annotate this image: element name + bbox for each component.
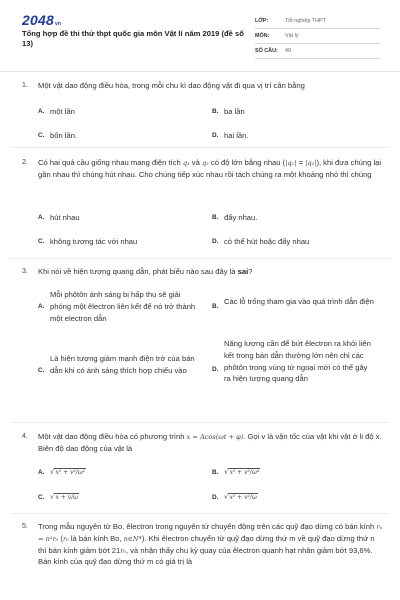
math-symbol: r₀ <box>120 546 127 555</box>
text-segment: ? <box>248 267 253 276</box>
math-symbol: q₁ <box>182 159 190 167</box>
option-text: không tương tác với nhau <box>50 237 138 246</box>
meta-row-count <box>255 44 380 59</box>
option-a[interactable] <box>38 467 86 478</box>
text-segment: . Gọi v là vận tốc của vật khi vật ở li độ x. Biên độ dao động của vật là <box>38 432 382 453</box>
radicand: x² + v²/ω⁴ <box>229 469 260 476</box>
meta-key: LỚP: <box>255 18 269 24</box>
text-segment: và <box>189 158 202 167</box>
option-c[interactable] <box>38 353 200 377</box>
option-letter: C. <box>38 367 45 374</box>
option-a[interactable] <box>38 289 200 324</box>
option-text: Mỗi phôtôn ánh sáng bị hấp thụ sẽ giải phóng một êlectron liên kết để nó trở thành một electron dẫn <box>50 290 196 323</box>
option-letter: A. <box>38 108 45 115</box>
question-divider <box>10 147 390 148</box>
option-d[interactable] <box>212 492 258 503</box>
option-letter: B. <box>212 108 219 115</box>
option-letter: B. <box>212 214 219 221</box>
radicand: x² + v²/ω <box>229 494 257 501</box>
math-formula: √x² + v²/ω² <box>50 468 86 476</box>
math-formula: √x + v/ω <box>50 493 78 501</box>
question-number: 1. <box>22 82 28 89</box>
option-a[interactable] <box>38 212 200 224</box>
text-segment: là bán kính Bo, <box>68 533 124 543</box>
header-divider <box>0 71 400 72</box>
meta-value: 40 <box>285 48 291 54</box>
question-divider <box>10 422 390 423</box>
question-text <box>38 521 383 568</box>
site-logo[interactable] <box>22 12 61 28</box>
question-number: 3. <box>22 268 28 275</box>
radicand: x + v/ω <box>55 494 78 501</box>
option-d[interactable] <box>212 236 374 248</box>
text-segment: ( <box>58 533 63 543</box>
meta-key: SỐ CÂU: <box>255 48 278 54</box>
option-letter: A. <box>38 303 45 310</box>
text-segment: Có hai quả cầu giống nhau mang điện tích <box>38 158 183 167</box>
question-text <box>38 266 383 278</box>
text-segment: Một vật dao động điều hòa có phương trình <box>38 432 187 441</box>
meta-value: Vật lý <box>285 33 299 39</box>
math-formula: √x² + v²/ω <box>224 493 257 501</box>
option-text: bốn lần. <box>50 131 78 140</box>
question-text <box>38 157 383 181</box>
question-text <box>38 431 383 455</box>
question-divider <box>10 258 390 259</box>
math-symbol: |q₂| <box>305 159 317 167</box>
option-letter: B. <box>212 469 219 476</box>
text-segment: có độ lớn bằng nhau ( <box>208 158 286 167</box>
text-segment: = <box>296 158 306 167</box>
option-letter: A. <box>38 214 45 221</box>
option-text: ba lần <box>224 107 245 116</box>
text-segment: Khi nói về hiện tượng quang dẫn, phát biểu nào sau đây là <box>38 267 238 276</box>
option-text: Là hiện tượng giảm mạnh điện trở của bán dẫn khi có ánh sáng thích hợp chiếu vào <box>50 354 195 375</box>
option-text: có thể hút hoặc đẩy nhau <box>224 237 310 246</box>
option-b[interactable] <box>212 296 374 312</box>
math-symbol: r₀ <box>62 534 69 543</box>
logo-suffix: vn <box>54 21 62 27</box>
option-text: đẩy nhau. <box>224 213 258 222</box>
text-segment: , và nhận thấy chu kỳ quay của êlectron quanh hạt nhân giảm bớt 93,6%. Bán kính của quỹ đạo dừng thứ m có giá trị là <box>38 545 373 567</box>
option-text: một lần <box>50 107 75 116</box>
option-letter: D. <box>212 494 219 501</box>
math-symbol: n∈N* <box>123 534 142 543</box>
meta-row-subject <box>255 29 380 44</box>
meta-table <box>255 14 380 59</box>
emphasis-text: sai <box>237 267 249 276</box>
option-text: Năng lượng cần để bứt êlectron ra khỏi liên kết trong bán dẫn thường lớn nên chỉ các phôtôn trong vùng tử ngoại mới có thể gây ra hiện tượng quang dẫn <box>224 339 371 384</box>
option-c[interactable] <box>38 236 200 248</box>
math-equation: rₙ = n²r₀ <box>38 523 383 543</box>
option-letter: C. <box>38 132 45 139</box>
option-d[interactable] <box>212 130 374 142</box>
math-formula: √x² + v²/ω⁴ <box>224 468 260 476</box>
option-letter: B. <box>212 303 219 310</box>
question-text: Một vật dao động điều hòa, trong mỗi chu kì dao động vật đi qua vị trí cân bằng <box>38 81 305 90</box>
option-c[interactable] <box>38 492 79 503</box>
meta-key: MÔN: <box>255 33 270 39</box>
option-text: Các lỗ trống tham gia vào quá trình dẫn điện <box>224 297 374 306</box>
option-letter: C. <box>38 494 45 501</box>
text-segment: ), khi đưa chúng lại gần nhau thì chúng hút nhau. Cho chúng tiếp xúc nhau rồi tách chúng ra một khoảng nhỏ thì chúng <box>38 158 382 179</box>
document-header <box>0 0 400 70</box>
logo-text: 2048 <box>22 12 54 28</box>
math-symbol: q₂ <box>201 159 209 167</box>
option-d[interactable] <box>212 338 374 385</box>
option-letter: D. <box>212 238 219 245</box>
meta-value: Tốt nghiệp THPT <box>285 18 326 24</box>
document-title: Tổng hợp đề thi thử thpt quốc gia môn Vật lí năm 2019 (đề số 13) <box>22 29 244 49</box>
radicand: x² + v²/ω² <box>55 469 86 476</box>
text-segment: ). Khi êlectron chuyển từ quỹ đạo dừng thứ m về quỹ đạo dừng thứ n thì bán kính giảm bớt 21 <box>38 533 375 555</box>
option-a[interactable] <box>38 106 200 118</box>
text-segment: Trong mẫu nguyên tử Bo, êlectron trong nguyên tử chuyển động trên các quỹ đạo dừng có bán kính <box>38 522 377 531</box>
option-text: hai lần. <box>224 131 249 140</box>
option-letter: A. <box>38 469 45 476</box>
question-number: 2. <box>22 159 28 166</box>
meta-row-class <box>255 14 380 29</box>
question-number: 4. <box>22 433 28 440</box>
option-letter: D. <box>212 132 219 139</box>
option-letter: D. <box>212 366 219 373</box>
option-b[interactable] <box>212 106 374 118</box>
question-divider <box>10 513 390 514</box>
math-symbol: |q₁| <box>285 159 297 167</box>
option-text: hút nhau <box>50 213 80 222</box>
math-equation: x = Acos(ωt + φ) <box>186 433 244 441</box>
option-b[interactable] <box>212 467 260 478</box>
option-b[interactable] <box>212 212 374 224</box>
question-number: 5. <box>22 523 28 530</box>
option-letter: C. <box>38 238 45 245</box>
option-c[interactable] <box>38 130 200 142</box>
